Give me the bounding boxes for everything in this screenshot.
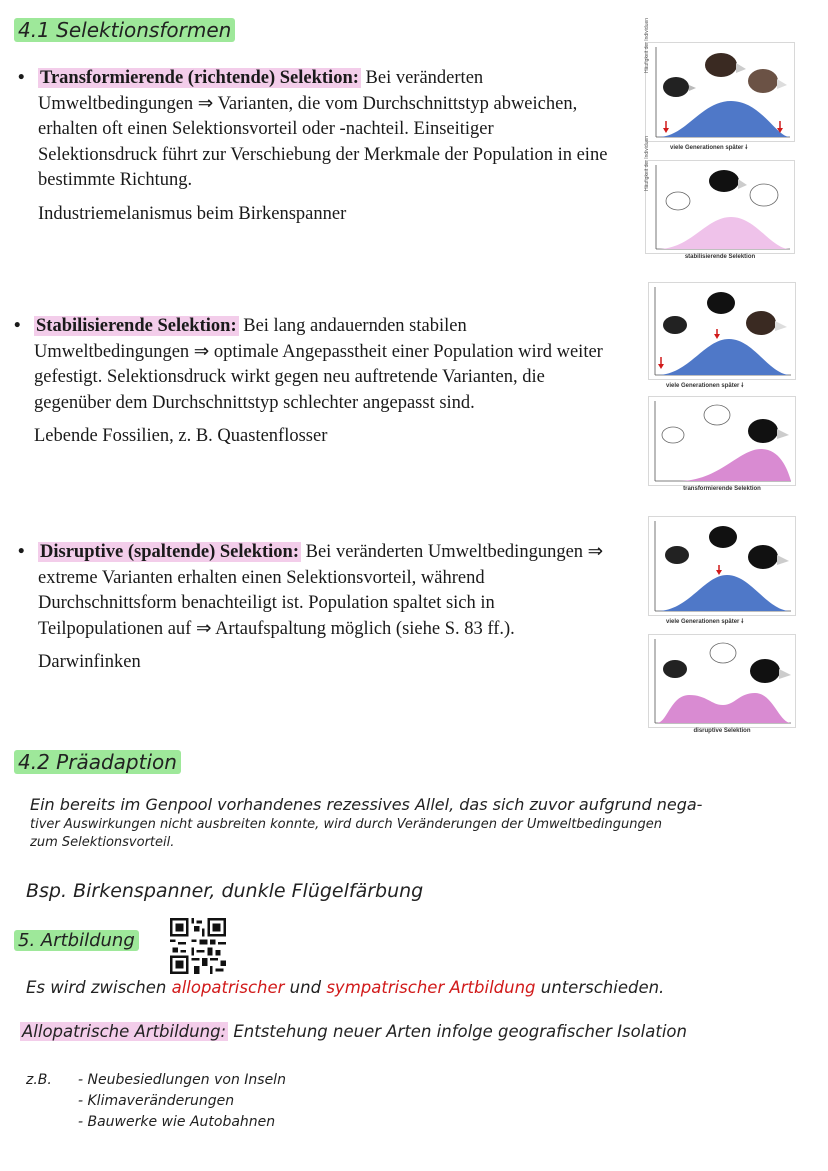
finch-icon bbox=[750, 659, 780, 683]
list-item: - Neubesiedlungen von Inseln bbox=[78, 1072, 286, 1088]
finch-icon bbox=[663, 316, 687, 334]
allopatrisch-def: Entstehung neuer Arten infolge geografischer Isolation bbox=[228, 1022, 687, 1041]
figure-3-top bbox=[648, 516, 796, 616]
distribution-curve bbox=[658, 101, 790, 137]
figure-2-bottom bbox=[648, 396, 796, 486]
list-item: - Klimaveränderungen bbox=[78, 1093, 235, 1109]
example-transformierende: Industriemelanismus beim Birkenspanner bbox=[38, 203, 347, 224]
finch-icon bbox=[663, 660, 687, 678]
finch-icon bbox=[709, 170, 739, 192]
figure-1b-ylabel: Häufigkeit der Individuen bbox=[644, 135, 650, 191]
finch-icon bbox=[710, 643, 736, 663]
figure-2-bottom-svg bbox=[649, 397, 795, 485]
finch-icon bbox=[665, 546, 689, 564]
figure-3-between: viele Generationen später 🠗 bbox=[666, 619, 744, 625]
qr-code-icon[interactable] bbox=[170, 918, 226, 974]
figure-2-between: viele Generationen später 🠗 bbox=[666, 383, 744, 389]
figure-3-bottom bbox=[648, 634, 796, 728]
term-sympatrisch: sympatrischer Artbildung bbox=[326, 978, 536, 997]
term-stabilisierende: Stabilisierende Selektion: bbox=[36, 316, 237, 336]
finch-icon bbox=[746, 311, 776, 335]
distribution-curve bbox=[657, 693, 791, 723]
eg-list bbox=[78, 1070, 286, 1133]
distribution-curve bbox=[658, 217, 790, 249]
heading-4-1: 4.1 Selektionsformen bbox=[14, 18, 235, 42]
term-allopatrisch: allopatrischer bbox=[171, 978, 285, 997]
distribution-curve bbox=[657, 339, 791, 375]
heading-5: 5. Artbildung bbox=[14, 930, 139, 951]
figure-1-top bbox=[644, 17, 795, 142]
finch-icon bbox=[705, 53, 737, 77]
down-arrow-icon: 🠗 bbox=[741, 383, 744, 389]
finch-icon bbox=[748, 419, 778, 443]
example-stabilisierende: Lebende Fossilien, z. B. Quastenflosser bbox=[34, 426, 328, 446]
figure-1-ylabel: Häufigkeit der Individuen bbox=[644, 17, 650, 73]
list-item: - Bauwerke wie Autobahnen bbox=[78, 1114, 276, 1130]
eg-label: z.B. bbox=[26, 1072, 52, 1088]
text-disruptive: Bei veränderten Umweltbedingungen ⇒ extreme Varianten erhalten einen Selektionsvorteil, während Durchschnittsform benachteiligt ist. Population spaltet sich in Teilpopulationen auf ⇒ Artaufspaltung möglich (siehe S. 83 ff.). bbox=[38, 542, 604, 639]
example-praeadaption: Bsp. Birkenspanner, dunkle Flügelfärbung bbox=[26, 880, 424, 902]
distribution-curve bbox=[657, 575, 791, 611]
text-transformierende: Bei veränderten Umweltbedingungen ⇒ Varianten, die vom Durchschnittstyp abweichen, erhalten oft einen Selektionsvorteil oder -nachteil. Einseitiger Selektionsdruck führt zur Verschiebung der Merkmale der Population in eine bestimmte Richtung. bbox=[38, 68, 608, 190]
distribution-curve bbox=[679, 449, 791, 481]
finch-icon bbox=[663, 77, 689, 97]
finch-icon bbox=[704, 405, 730, 425]
block-stabilisierende: • Stabilisierende Selektion: Bei lang andauernden stabilen Umweltbedingungen ⇒ optimale Angepasstheit einer Population wird weiter gefestigt. Selektionsdruck wirkt gegen neu auftretende Varianten, die gegenüber dem Durchschnittstyp schlechter angepasst sind. Lebende Fossilien, z. B. Quastenflosser bbox=[34, 314, 618, 450]
figure-1-top-svg bbox=[646, 43, 794, 141]
figure-1-caption: stabilisierende Selektion bbox=[684, 254, 756, 260]
figure-1-bottom-svg bbox=[646, 161, 794, 253]
finch-icon bbox=[662, 427, 684, 443]
text-stabilisierende: Bei lang andauernden stabilen Umweltbedingungen ⇒ optimale Angepasstheit einer Population wird weiter gefestigt. Selektionsdruck wirkt gegen neu auftretende Varianten, die gegenüber dem Durchschnittstyp schlechter angepasst sind. bbox=[34, 316, 603, 413]
heading-4-2: 4.2 Präadaption bbox=[14, 750, 181, 774]
figure-3-bottom-svg bbox=[649, 635, 795, 727]
praeadaption-line-3: zum Selektionsvorteil. bbox=[30, 835, 175, 850]
figure-2-caption: transformierende Selektion bbox=[683, 486, 761, 492]
finch-icon bbox=[750, 184, 778, 206]
figure-1-between: viele Generationen später 🠗 bbox=[670, 145, 748, 151]
block-disruptive: • Disruptive (spaltende) Selektion: Bei veränderten Umweltbedingungen ⇒ extreme Varianten erhalten einen Selektionsvorteil, während Durchschnittsform benachteiligt ist. Population spaltet sich in Teilpopulationen auf ⇒ Artaufspaltung möglich (siehe S. 83 ff.). Darwinfinken bbox=[38, 540, 622, 676]
figure-2-top-svg bbox=[649, 283, 795, 379]
term-transformierende: Transformierende (richtende) Selektion: bbox=[40, 68, 359, 88]
finch-icon bbox=[748, 545, 778, 569]
example-disruptive: Darwinfinken bbox=[38, 652, 141, 672]
text-praeadaption bbox=[30, 794, 820, 852]
figure-3-caption: disruptive Selektion bbox=[693, 728, 751, 734]
term-disruptive: Disruptive (spaltende) Selektion: bbox=[40, 542, 299, 562]
text-allopatrisch bbox=[20, 1022, 687, 1041]
text-artbildung-intro: Es wird zwischen allopatrischer und sympatrischer Artbildung unterschieden. bbox=[26, 978, 665, 997]
finch-icon bbox=[748, 69, 778, 93]
down-arrow-icon: 🠗 bbox=[745, 145, 748, 151]
finch-icon bbox=[709, 526, 737, 548]
praeadaption-line-2: tiver Auswirkungen nicht ausbreiten konnte, wird durch Veränderungen der Umweltbedingungen bbox=[30, 817, 662, 832]
figure-2-top bbox=[648, 282, 796, 380]
down-arrow-icon: 🠗 bbox=[741, 619, 744, 625]
allopatrisch-term: Allopatrische Artbildung: bbox=[22, 1022, 227, 1041]
finch-icon bbox=[666, 192, 690, 210]
figure-3-top-svg bbox=[649, 517, 795, 615]
praeadaption-line-1: Ein bereits im Genpool vorhandenes rezessives Allel, das sich zuvor aufgrund nega- bbox=[30, 795, 703, 814]
finch-icon bbox=[707, 292, 735, 314]
block-transformierende: • Transformierende (richtende) Selektion: Bei veränderten Umweltbedingungen ⇒ Varianten, die vom Durchschnittstyp abweichen, erhalten oft einen Selektionsvorteil oder -nachteil. Einseitiger Selektionsdruck führt zur Verschiebung der Merkmale der Population in eine bestimmte Richtung. Industriemelanismus beim Birkenspanner bbox=[38, 66, 616, 227]
